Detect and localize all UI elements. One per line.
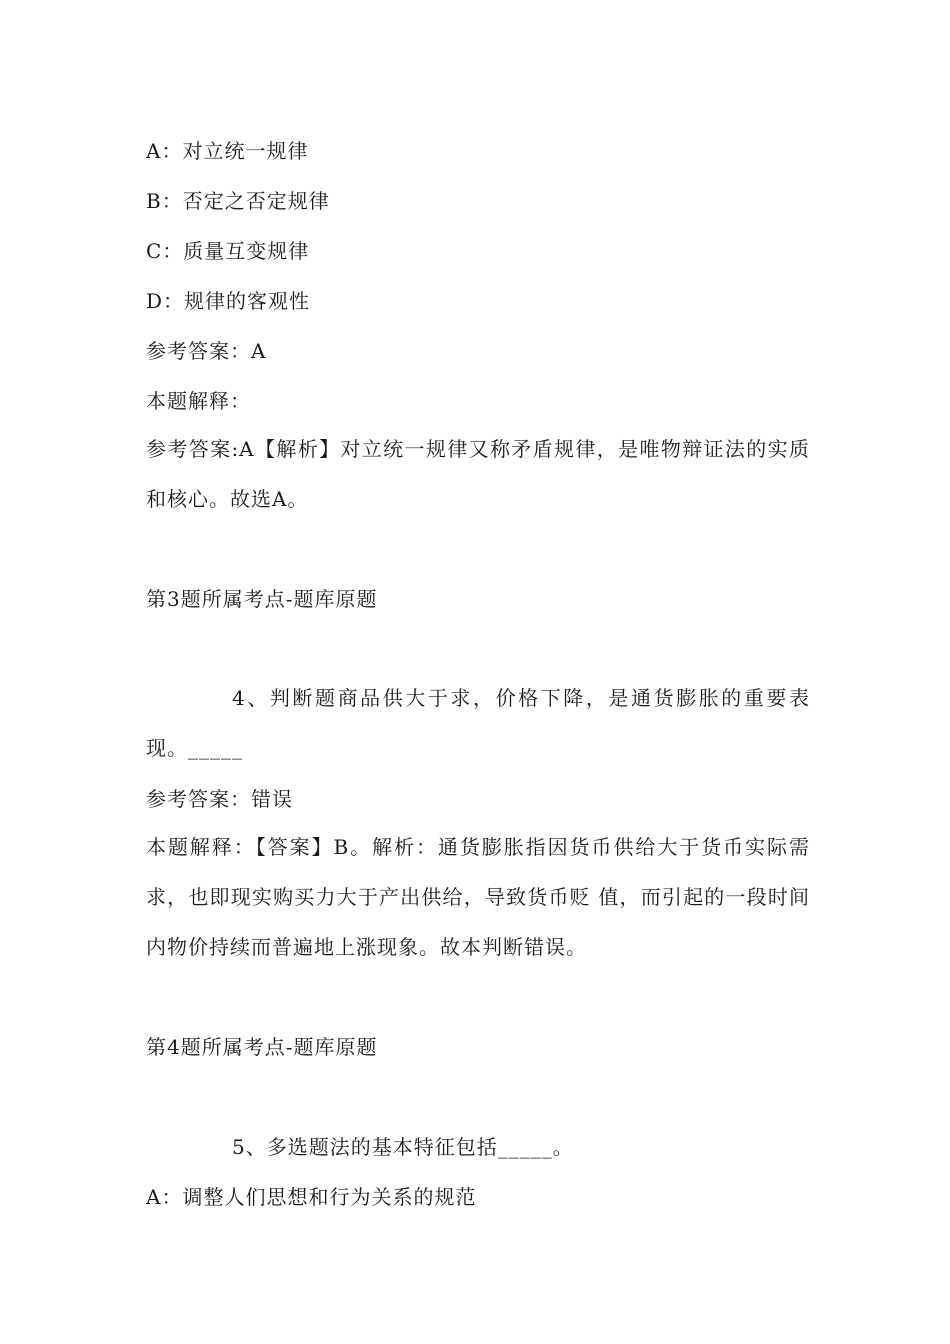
q3-option-d: D：规律的客观性 — [146, 289, 311, 313]
q5-question: 5、多选题法的基本特征包括_____。 — [232, 1135, 574, 1159]
q3-explanation: 参考答案:A【解析】对立统一规律又称矛盾规律，是唯物辩证法的实质和核心。故选A。 — [146, 437, 810, 511]
q3-explanation-label: 本题解释： — [146, 389, 251, 413]
q4-question — [146, 673, 810, 773]
q4-answer: 参考答案：错误 — [146, 787, 293, 811]
q3-option-c: C：质量互变规律 — [146, 239, 310, 263]
q4-topic: 第4题所属考点-题库原题 — [146, 1035, 378, 1059]
q3-answer: 参考答案：A — [146, 339, 267, 363]
q3-topic: 第3题所属考点-题库原题 — [146, 587, 378, 611]
q3-option-b: B：否定之否定规律 — [146, 189, 330, 213]
q5-option-a: A：调整人们思想和行为关系的规范 — [146, 1185, 477, 1209]
q4-question-text: 4、判断题商品供大于求，价格下降，是通货膨胀的重要表现。_____ — [146, 686, 810, 760]
q3-option-a: A：对立统一规律 — [146, 139, 309, 163]
q4-explanation: 本题解释：【答案】B。解析：通货膨胀指因货币供给大于货币实际需求，也即现实购买力大于产出供给，导致货币贬 值，而引起的一段时间内物价持续而普遍地上涨现象。故本判断错误。 — [146, 835, 810, 959]
